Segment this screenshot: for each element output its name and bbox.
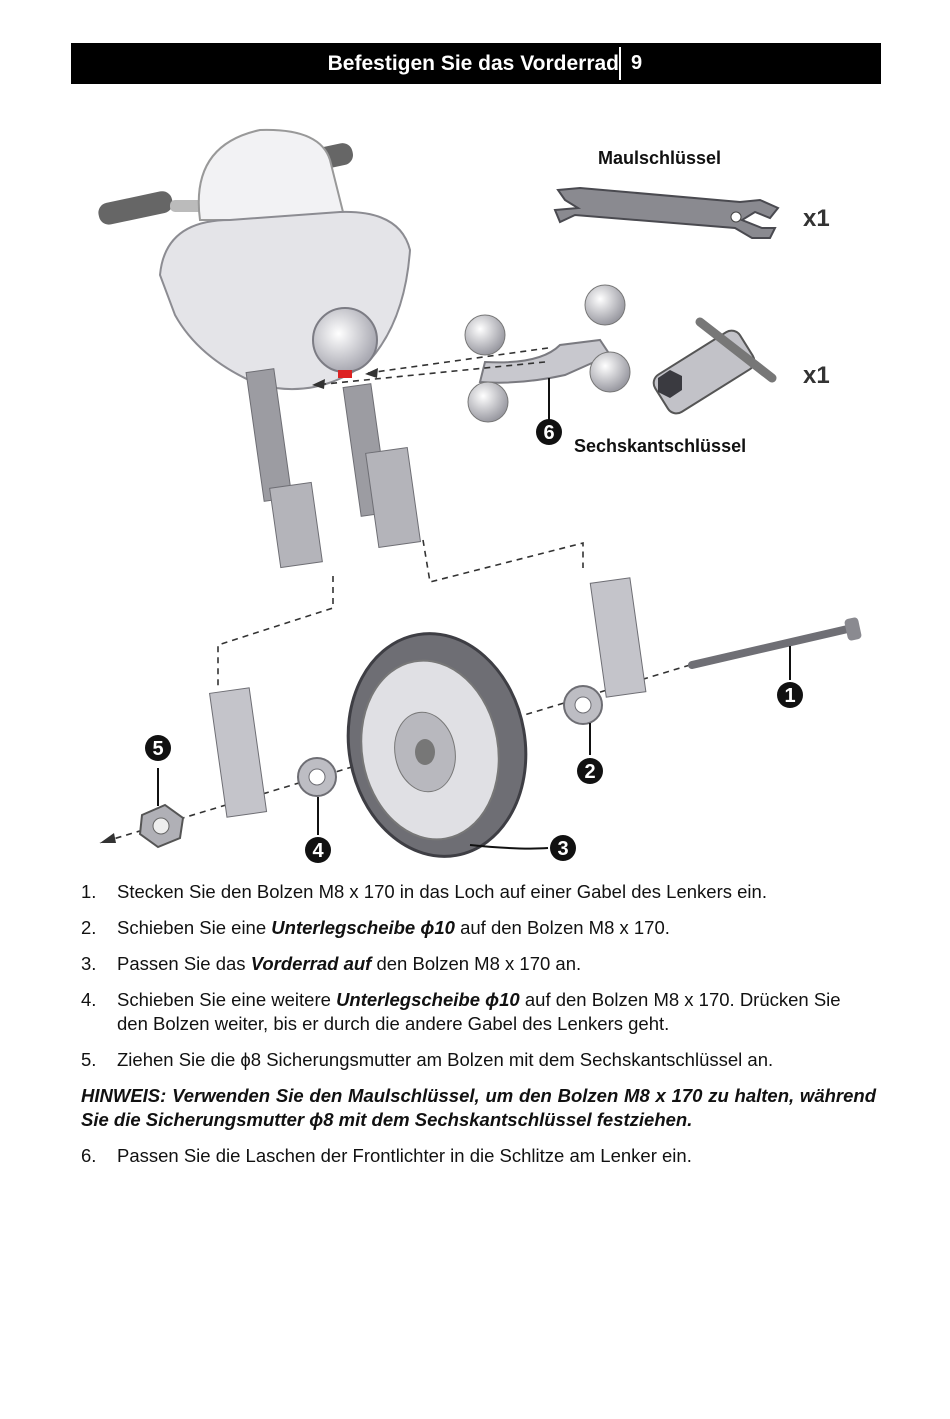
step-number: 6.	[81, 1145, 97, 1166]
step-5	[81, 1048, 876, 1072]
wrench-quantity: x1	[803, 205, 830, 232]
step-number: 4.	[81, 989, 97, 1010]
svg-text:6: 6	[543, 422, 555, 444]
step-number: 5.	[81, 1049, 97, 1070]
svg-text:5: 5	[152, 738, 164, 760]
step-emphasis: Unterlegscheibe ϕ10	[271, 917, 455, 938]
header-divider	[619, 47, 621, 80]
hex-wrench-label: Sechskantschlüssel	[574, 436, 747, 456]
step-text: Stecken Sie den Bolzen M8 x 170 in das Loch auf einer Gabel des Lenkers ein.	[117, 881, 767, 902]
open-end-wrench	[555, 188, 778, 238]
arrow-head	[365, 368, 378, 378]
handlebar-assembly	[97, 130, 421, 568]
hex-socket-wrench	[650, 322, 772, 417]
step-1	[81, 880, 876, 904]
svg-text:3: 3	[557, 838, 569, 860]
callout-3	[550, 835, 576, 861]
page-number: 9	[631, 52, 643, 74]
step-2	[81, 916, 876, 940]
step-4	[81, 988, 876, 1036]
svg-text:2: 2	[584, 761, 596, 783]
assembly-illustration	[0, 100, 950, 875]
step-text: Passen Sie die Laschen der Frontlichter in die Schlitze am Lenker ein.	[117, 1145, 692, 1166]
header-bar	[71, 43, 881, 84]
step-3	[81, 952, 876, 976]
fork-lower-left	[210, 688, 267, 817]
wrench-label: Maulschlüssel	[598, 148, 722, 168]
callout-2	[577, 758, 603, 784]
step-number: 1.	[81, 881, 97, 902]
arrow-head	[100, 833, 116, 843]
svg-text:4: 4	[312, 840, 324, 862]
step-text: Passen Sie das	[117, 953, 251, 974]
axle-bolt	[692, 617, 862, 680]
fork-lower-right	[590, 578, 646, 697]
washer-4	[298, 758, 336, 835]
step-text: Ziehen Sie die ϕ8 Sicherungsmutter am Bolzen mit dem Sechskantschlüssel an.	[117, 1049, 774, 1070]
hex-wrench-quantity: x1	[803, 362, 830, 389]
step-text: Schieben Sie eine	[117, 917, 272, 938]
callout-4	[305, 837, 331, 863]
lock-nut	[140, 768, 183, 847]
step-text: den Bolzen M8 x 170 an.	[371, 953, 582, 974]
front-wheel	[331, 619, 548, 870]
step-emphasis: Unterlegscheibe ϕ10	[336, 989, 520, 1010]
step-text: auf den Bolzen M8 x 170.	[454, 917, 670, 938]
callout-5	[145, 735, 171, 761]
step-text: auf den Bolzen M8 x 170. Drücken Sie den Bolzen weiter, bis er durch die andere Gabel des Lenkers geht.	[117, 989, 841, 1034]
page-title: Befestigen Sie das Vorderrad	[327, 51, 619, 75]
callout-1	[777, 682, 803, 708]
step-6	[81, 1144, 876, 1168]
step-number: 2.	[81, 917, 97, 938]
step-emphasis: Vorderrad auf	[250, 953, 372, 974]
headlight-part	[465, 285, 630, 422]
note-text: HINWEIS: Verwenden Sie den Maulschlüssel, um den Bolzen M8 x 170 zu halten, während Sie die Sicherungsmutter ϕ8 mit dem Sechskantschlüssel festziehen.	[81, 1085, 876, 1130]
instructions	[81, 880, 876, 1180]
callout-6	[536, 419, 562, 445]
step-text: Schieben Sie eine weitere	[117, 989, 337, 1010]
svg-text:1: 1	[784, 685, 796, 707]
washer-2	[564, 686, 602, 755]
step-number: 3.	[81, 953, 97, 974]
